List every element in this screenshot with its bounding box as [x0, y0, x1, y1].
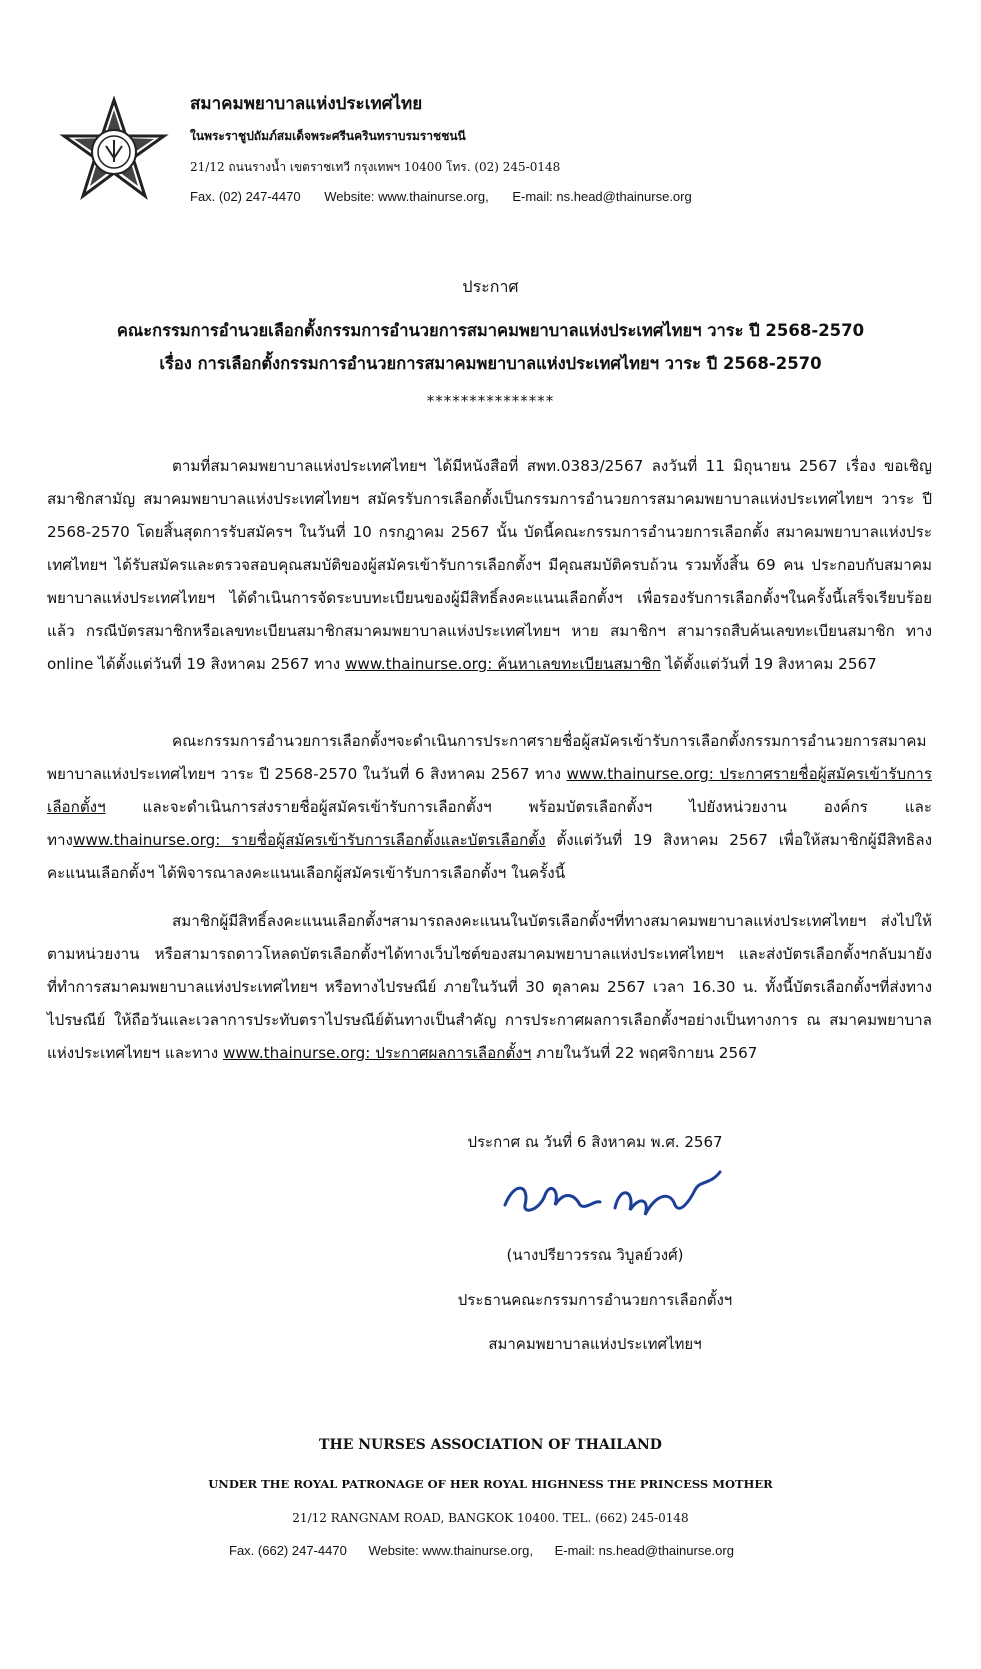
body-paragraph-2	[47, 725, 932, 904]
handwritten-signature	[495, 1160, 735, 1230]
paragraph-2-text-b: และจะดำเนินการส่งรายชื่อผู้สมัครเข้ารับการเลือกตั้งฯ พร้อมบัตรเลือกตั้งฯ ไปยังหน่วยงาน องค์กร และทาง	[47, 798, 932, 849]
paragraph-2-text-a: คณะกรรมการอำนวยการเลือกตั้งฯจะดำเนินการประกาศรายชื่อผู้สมัครเข้ารับการเลือกตั้งกรรมการอำนวยการสมาคมพยาบาลแห่งประเทศไทยฯ วาระ ปี 2568-2570 ในวันที่ 6 สิงหาคม 2567 ทาง	[47, 732, 927, 783]
announcement-committee: คณะกรรมการอำนวยเลือกตั้งกรรมการอำนวยการสมาคมพยาบาลแห่งประเทศไทยฯ วาระ ปี 2568-2570	[116, 321, 865, 340]
announcement-subject: เรื่อง การเลือกตั้งกรรมการอำนวยการสมาคมพยาบาลแห่งประเทศไทยฯ วาระ ปี 2568-2570	[159, 354, 822, 373]
footer-website: Website: www.thainurse.org,	[368, 1543, 533, 1558]
letterhead-website: Website: www.thainurse.org,	[324, 189, 489, 204]
separator-stars: ***************	[426, 392, 555, 410]
paragraph-3-text-a: สมาชิกผู้มีสิทธิ์ลงคะแนนเลือกตั้งฯสามารถลงคะแนนในบัตรเลือกตั้งฯที่ทางสมาคมพยาบาลแห่งประเทศไทยฯ ส่งไปให้ตามหน่วยงาน หรือสามารถดาวโหลดบัตรเลือกตั้งฯได้ทางเว็บไซต์ของสมาคมพยาบาลแห่งประเทศไทยฯ และส่งบัตรเลือกตั้งฯกลับมายังที่ทำการสมาคมพยาบาลแห่งประเทศไทยฯ หรือทางไปรษณีย์ ภายในวันที่ 30 ตุลาคม 2567 เวลา 16.30 น. ทั้งนี้บัตรเลือกตั้งฯที่ส่งทางไปรษณีย์ ให้ถือวันและเวลาการประทับตราไปรษณีย์ต้นทางเป็นสำคัญ การประกาศผลการเลือกตั้งฯอย่างเป็นทางการ ณ สมาคมพยาบาลแห่งประเทศไทยฯ และทาง	[47, 912, 932, 1062]
footer-address: 21/12 RANGNAM ROAD, BANGKOK 10400. TEL. (662) 245-0148	[292, 1511, 689, 1525]
paragraph-3-text-b: ภายในวันที่ 22 พฤศจิกายน 2567	[536, 1044, 758, 1062]
letterhead-fax: Fax. (02) 247-4470	[190, 189, 301, 204]
body-paragraph-3	[47, 905, 932, 1084]
member-search-link[interactable]: www.thainurse.org: ค้นหาเลขทะเบียนสมาชิก	[344, 655, 661, 673]
letterhead-patronage: ในพระราชูปถัมภ์สมเด็จพระศรีนครินทราบรมราชชนนี	[190, 129, 466, 143]
announcement-date: ประกาศ ณ วันที่ 6 สิงหาคม พ.ศ. 2567	[467, 1133, 723, 1151]
signer-organization: สมาคมพยาบาลแห่งประเทศไทยฯ	[488, 1335, 702, 1353]
footer-fax: Fax. (662) 247-4470	[229, 1543, 347, 1558]
signer-name: (นางปรียาวรรณ วิบูลย์วงศ์)	[506, 1246, 684, 1264]
footer-contact	[0, 1543, 981, 1558]
footer-email: E-mail: ns.head@thainurse.org	[554, 1543, 734, 1558]
paragraph-1-tail: ได้ตั้งแต่วันที่ 19 สิงหาคม 2567	[665, 655, 877, 673]
signer-title: ประธานคณะกรรมการอำนวยการเลือกตั้งฯ	[457, 1291, 733, 1309]
paragraph-1-text: ตามที่สมาคมพยาบาลแห่งประเทศไทยฯ ได้มีหนังสือที่ สพท.0383/2567 ลงวันที่ 11 มิถุนายน 2567 เรื่อง ขอเชิญสมาชิกสามัญ สมาคมพยาบาลแห่งประเทศไทยฯ สมัครรับการเลือกตั้งเป็นกรรมการอำนวยการสมาคมพยาบาลแห่งประเทศไทยฯ วาระ ปี 2568-2570 โดยสิ้นสุดการรับสมัครฯ ในวันที่ 10 กรกฎาคม 2567 นั้น บัดนี้คณะกรรมการอำนวยการเลือกตั้ง สมาคมพยาบาลแห่งประเทศไทยฯ ได้รับสมัครและตรวจสอบคุณสมบัติของผู้สมัครเข้ารับการเลือกตั้งฯ มีคุณสมบัติครบถ้วน รวมทั้งสิ้น 69 คน ประกอบกับสมาคมพยาบาลแห่งประเทศไทยฯ ได้ดำเนินการจัดระบบทะเบียนของผู้มีสิทธิ์ลงคะแนนเลือกตั้งฯ เพื่อรองรับการเลือกตั้งฯในครั้งนี้เสร็จเรียบร้อยแล้ว กรณีบัตรสมาชิกหรือเลขทะเบียนสมาชิกสมาคมพยาบาลแห่งประเทศไทยฯ หาย สมาชิกฯ สามารถสืบค้นเลขทะเบียนสมาชิก ทาง online ได้ตั้งแต่วันที่ 19 สิงหาคม 2567 ทาง	[47, 457, 932, 673]
body-paragraph-1	[47, 450, 932, 695]
paragraph-2-text-c: ตั้งแต่วันที่ 19 สิงหาคม 2567 เพื่อให้สมาชิกผู้มีสิทธิลงคะแนนเลือกตั้งฯ ได้พิจารณาลงคะแนนเลือกผู้สมัครเข้ารับการเลือกตั้งฯ ในครั้งนี้	[47, 831, 932, 882]
candidate-list-link[interactable]: www.thainurse.org: ประกาศรายชื่อผู้สมัครเข้ารับการเลือกตั้งฯ	[47, 765, 932, 816]
letterhead-org-name: สมาคมพยาบาลแห่งประเทศไทย	[190, 94, 423, 114]
letterhead-address: 21/12 ถนนรางน้ำ เขตราชเทวี กรุงเทพฯ 10400 โทร. (02) 245-0148	[190, 160, 561, 174]
letterhead-contact	[190, 189, 950, 204]
announcement-label: ประกาศ	[462, 277, 519, 296]
footer-patronage: UNDER THE ROYAL PATRONAGE OF HER ROYAL HIGHNESS THE PRINCESS MOTHER	[208, 1477, 773, 1491]
footer-org-name: THE NURSES ASSOCIATION OF THAILAND	[319, 1437, 662, 1453]
association-emblem-icon	[58, 96, 170, 208]
ballot-link[interactable]: www.thainurse.org: รายชื่อผู้สมัครเข้ารับการเลือกตั้งและบัตรเลือกตั้ง	[72, 831, 546, 849]
election-results-link[interactable]: www.thainurse.org: ประกาศผลการเลือกตั้งฯ	[222, 1044, 532, 1062]
letterhead	[190, 90, 950, 204]
letterhead-email: E-mail: ns.head@thainurse.org	[512, 189, 692, 204]
